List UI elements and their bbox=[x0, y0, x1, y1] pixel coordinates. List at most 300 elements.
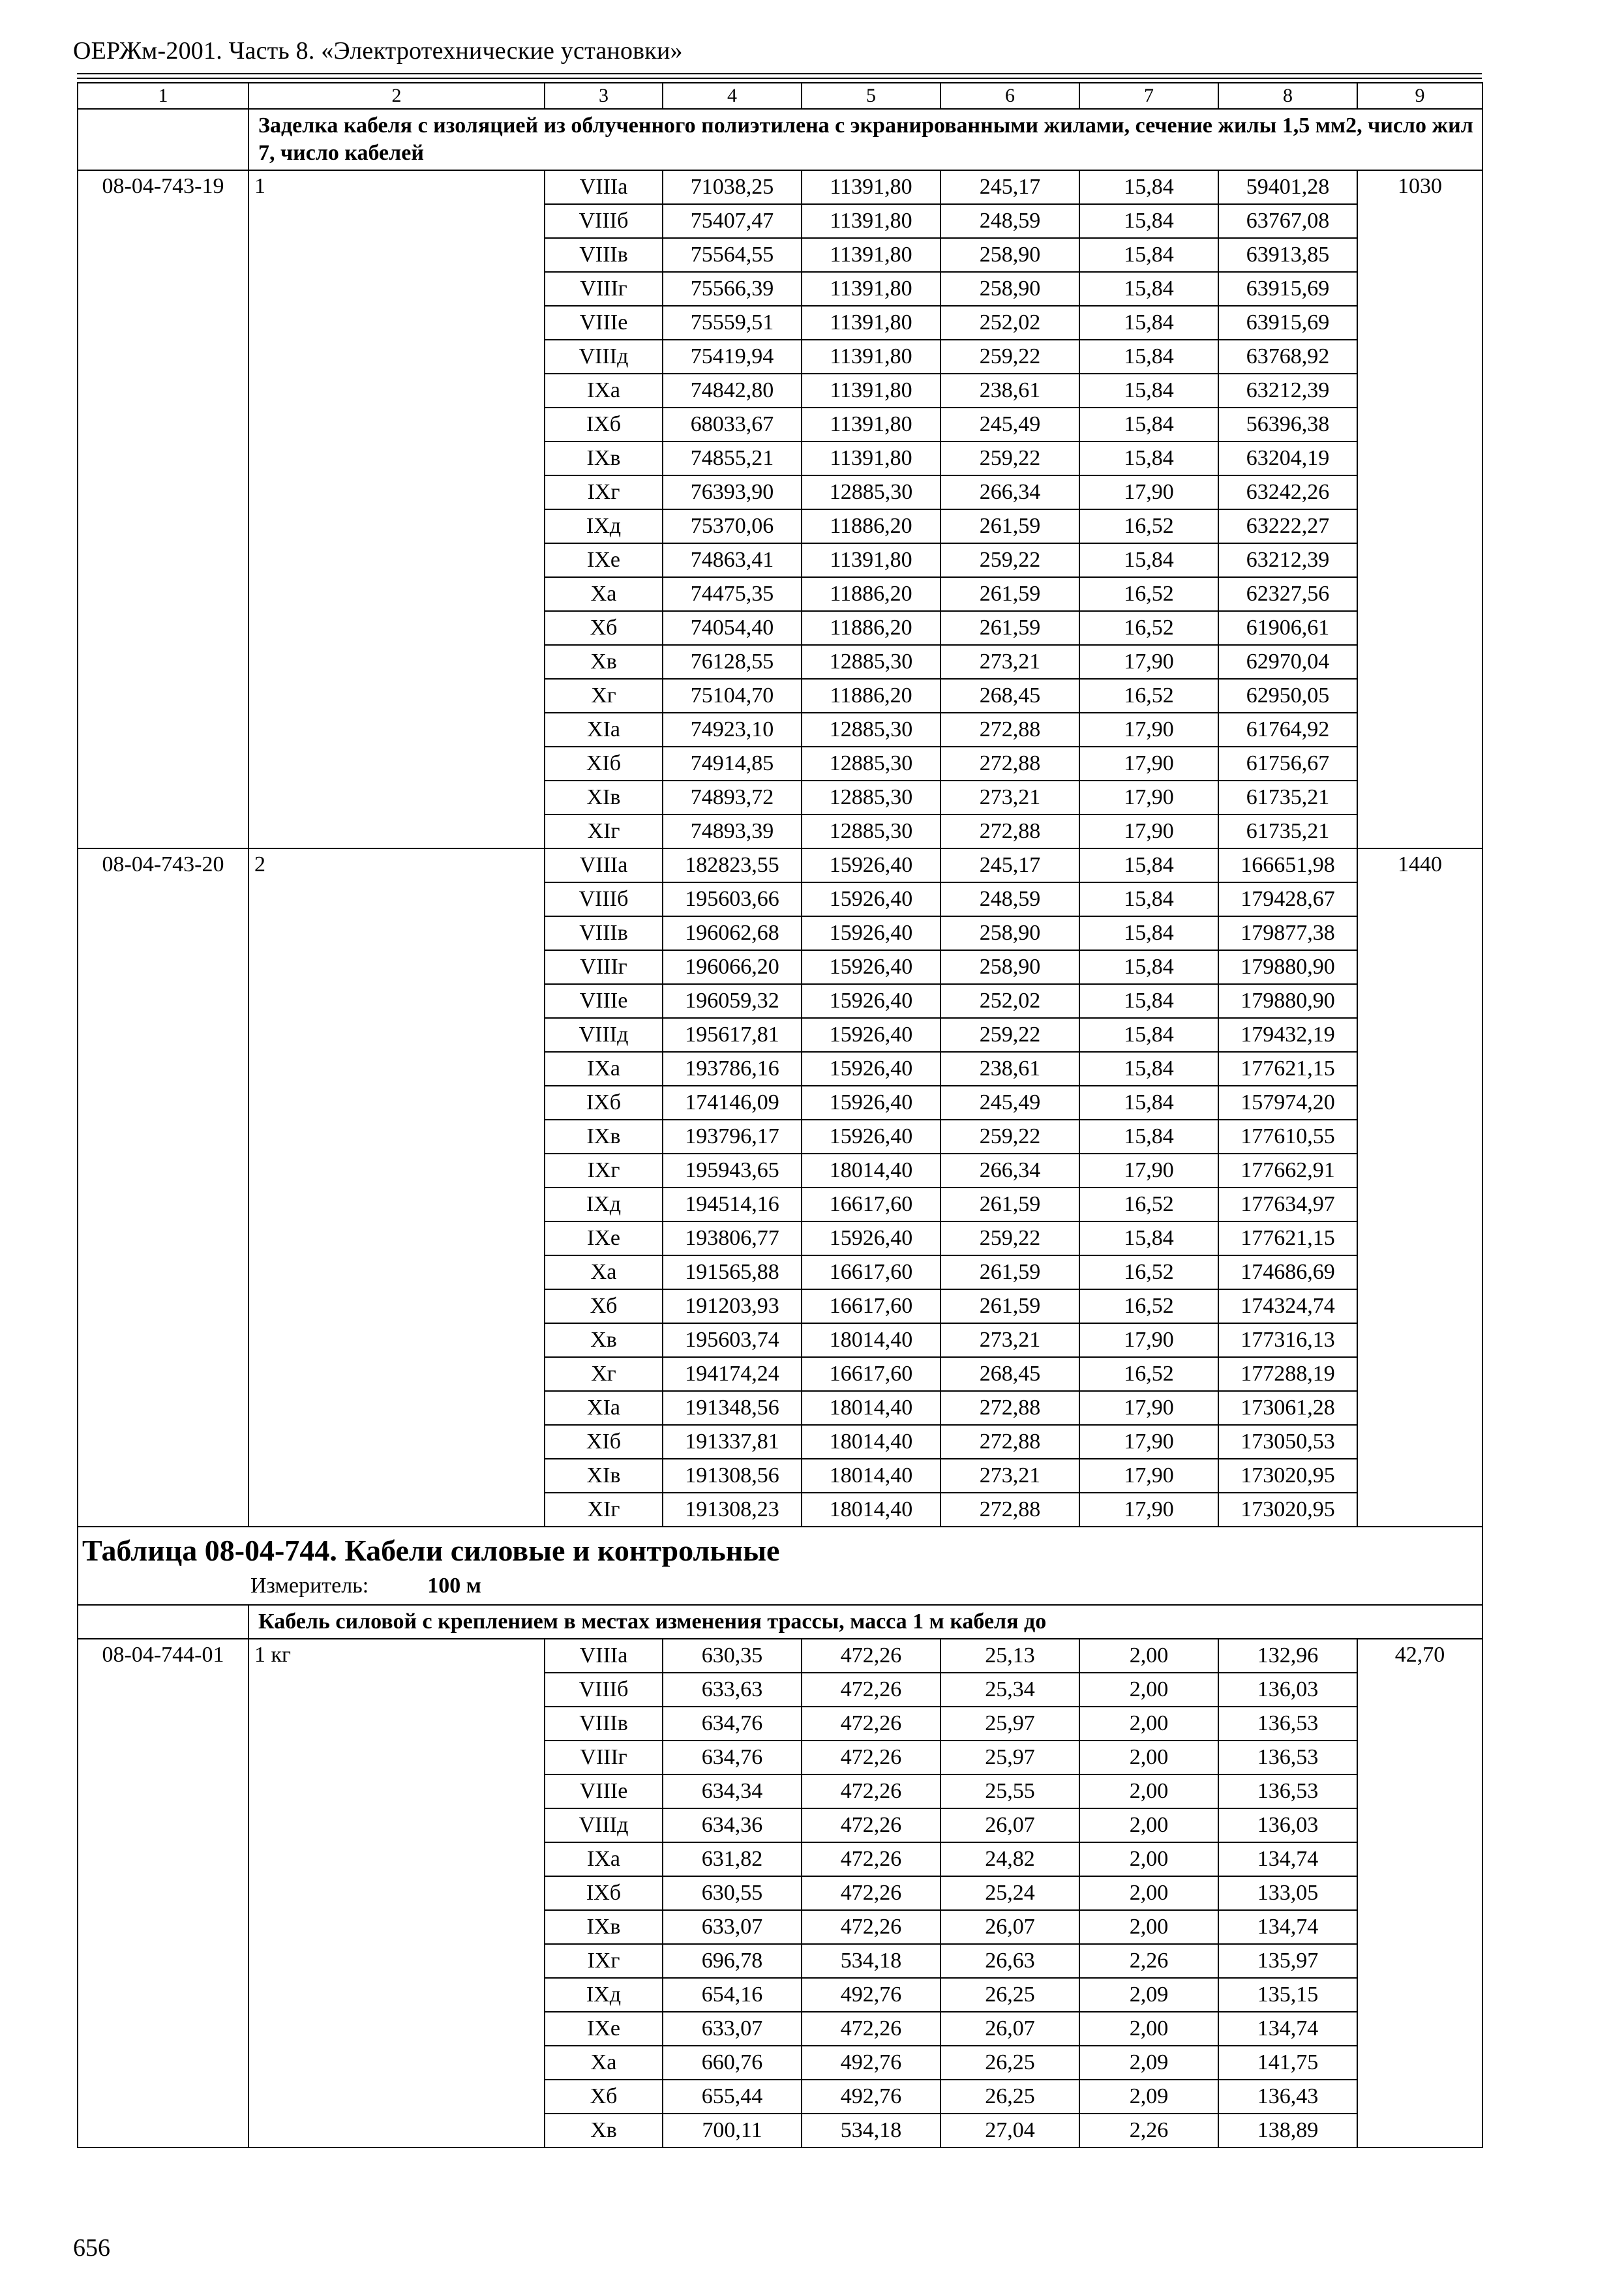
total-cost: 633,07 bbox=[663, 1910, 802, 1944]
material-cost: 63242,26 bbox=[1218, 475, 1357, 509]
machine-cost: 268,45 bbox=[940, 1357, 1079, 1391]
zone-code: IXб bbox=[545, 1876, 663, 1910]
material-cost: 134,74 bbox=[1218, 1842, 1357, 1876]
machine-cost: 26,63 bbox=[940, 1944, 1079, 1978]
operator-wages: 15,84 bbox=[1079, 238, 1218, 272]
wages: 18014,40 bbox=[802, 1425, 940, 1459]
zone-code: XIа bbox=[545, 1391, 663, 1425]
material-cost: 63204,19 bbox=[1218, 441, 1357, 475]
machine-cost: 258,90 bbox=[940, 950, 1079, 984]
wages: 11391,80 bbox=[802, 374, 940, 408]
machine-cost: 266,34 bbox=[940, 1154, 1079, 1188]
operator-wages: 17,90 bbox=[1079, 1459, 1218, 1493]
total-cost: 75104,70 bbox=[663, 679, 802, 713]
material-cost: 62950,05 bbox=[1218, 679, 1357, 713]
machine-cost: 248,59 bbox=[940, 204, 1079, 238]
wages: 472,26 bbox=[802, 1876, 940, 1910]
measurement-unit bbox=[250, 1573, 1478, 1599]
machine-cost: 268,45 bbox=[940, 679, 1079, 713]
measurement-unit-label: Измеритель: bbox=[250, 1574, 369, 1598]
total-cost: 196062,68 bbox=[663, 916, 802, 950]
zone-code: VIIIе bbox=[545, 1774, 663, 1808]
machine-cost: 248,59 bbox=[940, 882, 1079, 916]
header-rule-top bbox=[77, 73, 1482, 74]
wages: 472,26 bbox=[802, 1741, 940, 1774]
wages: 472,26 bbox=[802, 1707, 940, 1741]
wages: 18014,40 bbox=[802, 1459, 940, 1493]
machine-cost: 259,22 bbox=[940, 543, 1079, 577]
zone-code: IXг bbox=[545, 475, 663, 509]
labor-cost: 42,70 bbox=[1357, 1639, 1482, 2147]
total-cost: 196066,20 bbox=[663, 950, 802, 984]
total-cost: 74475,35 bbox=[663, 577, 802, 611]
zone-code: Xб bbox=[545, 611, 663, 645]
machine-cost: 26,25 bbox=[940, 2046, 1079, 2080]
rates-table bbox=[77, 82, 1483, 2148]
total-cost: 634,36 bbox=[663, 1808, 802, 1842]
machine-cost: 261,59 bbox=[940, 509, 1079, 543]
operator-wages: 2,00 bbox=[1079, 1876, 1218, 1910]
material-cost: 177634,97 bbox=[1218, 1188, 1357, 1221]
material-cost: 56396,38 bbox=[1218, 408, 1357, 441]
total-cost: 76393,90 bbox=[663, 475, 802, 509]
operator-wages: 15,84 bbox=[1079, 1120, 1218, 1154]
zone-code: IXг bbox=[545, 1154, 663, 1188]
wages: 472,26 bbox=[802, 2012, 940, 2046]
operator-wages: 15,84 bbox=[1079, 306, 1218, 340]
wages: 492,76 bbox=[802, 1978, 940, 2012]
operator-wages: 15,84 bbox=[1079, 272, 1218, 306]
zone-code: IXа bbox=[545, 1052, 663, 1086]
wages: 18014,40 bbox=[802, 1391, 940, 1425]
zone-code: XIг bbox=[545, 815, 663, 848]
machine-cost: 252,02 bbox=[940, 984, 1079, 1018]
zone-code: XIб bbox=[545, 1425, 663, 1459]
table-row bbox=[78, 170, 1482, 204]
operator-wages: 15,84 bbox=[1079, 984, 1218, 1018]
total-cost: 634,76 bbox=[663, 1707, 802, 1741]
machine-cost: 25,24 bbox=[940, 1876, 1079, 1910]
section-blank-cell bbox=[78, 1605, 248, 1639]
operator-wages: 17,90 bbox=[1079, 1323, 1218, 1357]
zone-code: VIIIе bbox=[545, 984, 663, 1018]
machine-cost: 238,61 bbox=[940, 1052, 1079, 1086]
operator-wages: 2,00 bbox=[1079, 1910, 1218, 1944]
total-cost: 75419,94 bbox=[663, 340, 802, 374]
operator-wages: 17,90 bbox=[1079, 1391, 1218, 1425]
operator-wages: 15,84 bbox=[1079, 204, 1218, 238]
wages: 15926,40 bbox=[802, 882, 940, 916]
zone-code: IXб bbox=[545, 1086, 663, 1120]
total-cost: 191348,56 bbox=[663, 1391, 802, 1425]
wages: 18014,40 bbox=[802, 1154, 940, 1188]
total-cost: 74893,72 bbox=[663, 781, 802, 815]
zone-code: VIIIв bbox=[545, 1707, 663, 1741]
material-cost: 177621,15 bbox=[1218, 1052, 1357, 1086]
operator-wages: 17,90 bbox=[1079, 781, 1218, 815]
zone-code: VIIIа bbox=[545, 1639, 663, 1673]
wages: 492,76 bbox=[802, 2046, 940, 2080]
total-cost: 74855,21 bbox=[663, 441, 802, 475]
zone-code: XIв bbox=[545, 1459, 663, 1493]
total-cost: 71038,25 bbox=[663, 170, 802, 204]
operator-wages: 16,52 bbox=[1079, 1188, 1218, 1221]
material-cost: 173050,53 bbox=[1218, 1425, 1357, 1459]
zone-code: XIг bbox=[545, 1493, 663, 1527]
wages: 16617,60 bbox=[802, 1188, 940, 1221]
material-cost: 138,89 bbox=[1218, 2114, 1357, 2147]
wages: 15926,40 bbox=[802, 1086, 940, 1120]
material-cost: 157974,20 bbox=[1218, 1086, 1357, 1120]
operator-wages: 2,09 bbox=[1079, 1978, 1218, 2012]
table-title-cell bbox=[78, 1527, 1482, 1605]
zone-code: IXв bbox=[545, 441, 663, 475]
total-cost: 630,35 bbox=[663, 1639, 802, 1673]
material-cost: 177621,15 bbox=[1218, 1221, 1357, 1255]
material-cost: 174686,69 bbox=[1218, 1255, 1357, 1289]
operator-wages: 16,52 bbox=[1079, 1357, 1218, 1391]
material-cost: 179432,19 bbox=[1218, 1018, 1357, 1052]
zone-code: IXв bbox=[545, 1910, 663, 1944]
section-heading: Кабель силовой с креплением в местах изменения трассы, масса 1 м кабеля до bbox=[248, 1605, 1482, 1639]
operator-wages: 15,84 bbox=[1079, 848, 1218, 882]
material-cost: 173061,28 bbox=[1218, 1391, 1357, 1425]
wages: 15926,40 bbox=[802, 1018, 940, 1052]
material-cost: 59401,28 bbox=[1218, 170, 1357, 204]
material-cost: 141,75 bbox=[1218, 2046, 1357, 2080]
material-cost: 179880,90 bbox=[1218, 984, 1357, 1018]
operator-wages: 15,84 bbox=[1079, 916, 1218, 950]
machine-cost: 25,34 bbox=[940, 1673, 1079, 1707]
column-number: 1 bbox=[78, 83, 248, 109]
operator-wages: 2,00 bbox=[1079, 1639, 1218, 1673]
machine-cost: 273,21 bbox=[940, 781, 1079, 815]
total-cost: 75564,55 bbox=[663, 238, 802, 272]
total-cost: 76128,55 bbox=[663, 645, 802, 679]
machine-cost: 25,13 bbox=[940, 1639, 1079, 1673]
total-cost: 193796,17 bbox=[663, 1120, 802, 1154]
total-cost: 193786,16 bbox=[663, 1052, 802, 1086]
wages: 11391,80 bbox=[802, 170, 940, 204]
material-cost: 177662,91 bbox=[1218, 1154, 1357, 1188]
total-cost: 630,55 bbox=[663, 1876, 802, 1910]
operator-wages: 16,52 bbox=[1079, 577, 1218, 611]
zone-code: VIIIа bbox=[545, 848, 663, 882]
total-cost: 195603,66 bbox=[663, 882, 802, 916]
zone-code: IXа bbox=[545, 374, 663, 408]
material-cost: 132,96 bbox=[1218, 1639, 1357, 1673]
machine-cost: 252,02 bbox=[940, 306, 1079, 340]
section-blank-cell bbox=[78, 109, 248, 170]
section-heading: Заделка кабеля с изоляцией из облученного полиэтилена с экранированными жилами, сечение жилы 1,5 мм2, число жил 7, число кабелей bbox=[248, 109, 1482, 170]
total-cost: 191308,56 bbox=[663, 1459, 802, 1493]
zone-code: VIIIв bbox=[545, 916, 663, 950]
wages: 492,76 bbox=[802, 2080, 940, 2114]
material-cost: 173020,95 bbox=[1218, 1459, 1357, 1493]
material-cost: 166651,98 bbox=[1218, 848, 1357, 882]
operator-wages: 2,00 bbox=[1079, 1774, 1218, 1808]
machine-cost: 258,90 bbox=[940, 916, 1079, 950]
machine-cost: 238,61 bbox=[940, 374, 1079, 408]
machine-cost: 272,88 bbox=[940, 1391, 1079, 1425]
material-cost: 135,97 bbox=[1218, 1944, 1357, 1978]
operator-wages: 17,90 bbox=[1079, 645, 1218, 679]
zone-code: IXд bbox=[545, 1188, 663, 1221]
total-cost: 633,63 bbox=[663, 1673, 802, 1707]
material-cost: 63212,39 bbox=[1218, 374, 1357, 408]
total-cost: 633,07 bbox=[663, 2012, 802, 2046]
material-cost: 133,05 bbox=[1218, 1876, 1357, 1910]
wages: 18014,40 bbox=[802, 1493, 940, 1527]
wages: 472,26 bbox=[802, 1910, 940, 1944]
operator-wages: 2,00 bbox=[1079, 1808, 1218, 1842]
total-cost: 196059,32 bbox=[663, 984, 802, 1018]
total-cost: 634,34 bbox=[663, 1774, 802, 1808]
zone-code: VIIIд bbox=[545, 340, 663, 374]
total-cost: 191308,23 bbox=[663, 1493, 802, 1527]
page-number: 656 bbox=[73, 2234, 110, 2262]
zone-code: VIIIб bbox=[545, 1673, 663, 1707]
machine-cost: 261,59 bbox=[940, 611, 1079, 645]
machine-cost: 272,88 bbox=[940, 713, 1079, 747]
machine-cost: 272,88 bbox=[940, 747, 1079, 781]
material-cost: 61906,61 bbox=[1218, 611, 1357, 645]
operator-wages: 15,84 bbox=[1079, 441, 1218, 475]
machine-cost: 245,17 bbox=[940, 848, 1079, 882]
machine-cost: 258,90 bbox=[940, 238, 1079, 272]
machine-cost: 25,55 bbox=[940, 1774, 1079, 1808]
total-cost: 194514,16 bbox=[663, 1188, 802, 1221]
machine-cost: 259,22 bbox=[940, 340, 1079, 374]
zone-code: IXе bbox=[545, 543, 663, 577]
wages: 15926,40 bbox=[802, 1120, 940, 1154]
operator-wages: 17,90 bbox=[1079, 747, 1218, 781]
labor-cost: 1440 bbox=[1357, 848, 1482, 1527]
total-cost: 75566,39 bbox=[663, 272, 802, 306]
operator-wages: 15,84 bbox=[1079, 543, 1218, 577]
material-cost: 63222,27 bbox=[1218, 509, 1357, 543]
rate-code: 08-04-743-20 bbox=[78, 848, 248, 1527]
column-number: 7 bbox=[1079, 83, 1218, 109]
operator-wages: 15,84 bbox=[1079, 170, 1218, 204]
wages: 18014,40 bbox=[802, 1323, 940, 1357]
total-cost: 75559,51 bbox=[663, 306, 802, 340]
machine-cost: 273,21 bbox=[940, 645, 1079, 679]
total-cost: 193806,77 bbox=[663, 1221, 802, 1255]
material-cost: 61735,21 bbox=[1218, 815, 1357, 848]
wages: 11391,80 bbox=[802, 408, 940, 441]
zone-code: Xв bbox=[545, 1323, 663, 1357]
operator-wages: 15,84 bbox=[1079, 1052, 1218, 1086]
zone-code: VIIIб bbox=[545, 204, 663, 238]
column-number: 3 bbox=[545, 83, 663, 109]
total-cost: 74842,80 bbox=[663, 374, 802, 408]
material-cost: 177610,55 bbox=[1218, 1120, 1357, 1154]
machine-cost: 25,97 bbox=[940, 1741, 1079, 1774]
total-cost: 74863,41 bbox=[663, 543, 802, 577]
material-cost: 62970,04 bbox=[1218, 645, 1357, 679]
material-cost: 136,53 bbox=[1218, 1707, 1357, 1741]
rate-code: 08-04-743-19 bbox=[78, 170, 248, 848]
operator-wages: 15,84 bbox=[1079, 1221, 1218, 1255]
total-cost: 191337,81 bbox=[663, 1425, 802, 1459]
running-head-title: ОЕРЖм-2001. Часть 8. «Электротехнические установки» bbox=[73, 37, 683, 65]
material-cost: 177288,19 bbox=[1218, 1357, 1357, 1391]
material-cost: 179877,38 bbox=[1218, 916, 1357, 950]
wages: 12885,30 bbox=[802, 475, 940, 509]
operator-wages: 16,52 bbox=[1079, 1289, 1218, 1323]
machine-cost: 272,88 bbox=[940, 815, 1079, 848]
operator-wages: 17,90 bbox=[1079, 475, 1218, 509]
zone-code: VIIIд bbox=[545, 1808, 663, 1842]
machine-cost: 261,59 bbox=[940, 1188, 1079, 1221]
zone-code: Xб bbox=[545, 1289, 663, 1323]
operator-wages: 15,84 bbox=[1079, 408, 1218, 441]
total-cost: 194174,24 bbox=[663, 1357, 802, 1391]
zone-code: VIIIг bbox=[545, 950, 663, 984]
operator-wages: 17,90 bbox=[1079, 1425, 1218, 1459]
operator-wages: 16,52 bbox=[1079, 611, 1218, 645]
machine-cost: 272,88 bbox=[940, 1493, 1079, 1527]
total-cost: 195943,65 bbox=[663, 1154, 802, 1188]
material-cost: 61756,67 bbox=[1218, 747, 1357, 781]
zone-code: VIIIд bbox=[545, 1018, 663, 1052]
zone-code: VIIIг bbox=[545, 1741, 663, 1774]
total-cost: 74914,85 bbox=[663, 747, 802, 781]
total-cost: 74923,10 bbox=[663, 713, 802, 747]
total-cost: 191203,93 bbox=[663, 1289, 802, 1323]
operator-wages: 16,52 bbox=[1079, 509, 1218, 543]
total-cost: 195603,74 bbox=[663, 1323, 802, 1357]
machine-cost: 26,07 bbox=[940, 2012, 1079, 2046]
section-heading-row bbox=[78, 1605, 1482, 1639]
machine-cost: 245,49 bbox=[940, 408, 1079, 441]
operator-wages: 2,09 bbox=[1079, 2046, 1218, 2080]
machine-cost: 26,25 bbox=[940, 2080, 1079, 2114]
total-cost: 74054,40 bbox=[663, 611, 802, 645]
machine-cost: 258,90 bbox=[940, 272, 1079, 306]
wages: 15926,40 bbox=[802, 984, 940, 1018]
total-cost: 74893,39 bbox=[663, 815, 802, 848]
column-number: 4 bbox=[663, 83, 802, 109]
material-cost: 63915,69 bbox=[1218, 306, 1357, 340]
material-cost: 136,53 bbox=[1218, 1741, 1357, 1774]
wages: 12885,30 bbox=[802, 713, 940, 747]
column-number: 5 bbox=[802, 83, 940, 109]
zone-code: IXе bbox=[545, 2012, 663, 2046]
zone-code: Xв bbox=[545, 645, 663, 679]
total-cost: 195617,81 bbox=[663, 1018, 802, 1052]
total-cost: 660,76 bbox=[663, 2046, 802, 2080]
machine-cost: 261,59 bbox=[940, 1255, 1079, 1289]
zone-code: VIIIв bbox=[545, 238, 663, 272]
wages: 11391,80 bbox=[802, 543, 940, 577]
material-cost: 62327,56 bbox=[1218, 577, 1357, 611]
material-cost: 61735,21 bbox=[1218, 781, 1357, 815]
material-cost: 177316,13 bbox=[1218, 1323, 1357, 1357]
total-cost: 174146,09 bbox=[663, 1086, 802, 1120]
wages: 11886,20 bbox=[802, 509, 940, 543]
operator-wages: 17,90 bbox=[1079, 1493, 1218, 1527]
wages: 12885,30 bbox=[802, 645, 940, 679]
machine-cost: 245,17 bbox=[940, 170, 1079, 204]
operator-wages: 15,84 bbox=[1079, 950, 1218, 984]
wages: 11391,80 bbox=[802, 238, 940, 272]
wages: 11886,20 bbox=[802, 679, 940, 713]
operator-wages: 17,90 bbox=[1079, 815, 1218, 848]
machine-cost: 259,22 bbox=[940, 1221, 1079, 1255]
wages: 472,26 bbox=[802, 1842, 940, 1876]
operator-wages: 2,00 bbox=[1079, 1842, 1218, 1876]
zone-code: XIб bbox=[545, 747, 663, 781]
total-cost: 75407,47 bbox=[663, 204, 802, 238]
material-cost: 134,74 bbox=[1218, 1910, 1357, 1944]
measurement-unit-value: 100 м bbox=[427, 1574, 481, 1598]
machine-cost: 273,21 bbox=[940, 1323, 1079, 1357]
total-cost: 654,16 bbox=[663, 1978, 802, 2012]
material-cost: 63768,92 bbox=[1218, 340, 1357, 374]
zone-code: IXд bbox=[545, 509, 663, 543]
operator-wages: 2,00 bbox=[1079, 2012, 1218, 2046]
zone-code: Xб bbox=[545, 2080, 663, 2114]
wages: 12885,30 bbox=[802, 747, 940, 781]
machine-cost: 27,04 bbox=[940, 2114, 1079, 2147]
machine-cost: 245,49 bbox=[940, 1086, 1079, 1120]
material-cost: 136,43 bbox=[1218, 2080, 1357, 2114]
zone-code: VIIIг bbox=[545, 272, 663, 306]
zone-code: IXа bbox=[545, 1842, 663, 1876]
material-cost: 63212,39 bbox=[1218, 543, 1357, 577]
machine-cost: 259,22 bbox=[940, 441, 1079, 475]
column-number: 8 bbox=[1218, 83, 1357, 109]
wages: 11391,80 bbox=[802, 306, 940, 340]
material-cost: 135,15 bbox=[1218, 1978, 1357, 2012]
wages: 15926,40 bbox=[802, 950, 940, 984]
wages: 15926,40 bbox=[802, 1052, 940, 1086]
wages: 15926,40 bbox=[802, 848, 940, 882]
wages: 11391,80 bbox=[802, 340, 940, 374]
column-number: 9 bbox=[1357, 83, 1482, 109]
machine-cost: 26,07 bbox=[940, 1910, 1079, 1944]
machine-cost: 261,59 bbox=[940, 577, 1079, 611]
zone-code: VIIIе bbox=[545, 306, 663, 340]
material-cost: 136,03 bbox=[1218, 1673, 1357, 1707]
operator-wages: 16,52 bbox=[1079, 679, 1218, 713]
material-cost: 61764,92 bbox=[1218, 713, 1357, 747]
machine-cost: 259,22 bbox=[940, 1018, 1079, 1052]
machine-cost: 261,59 bbox=[940, 1289, 1079, 1323]
total-cost: 655,44 bbox=[663, 2080, 802, 2114]
operator-wages: 17,90 bbox=[1079, 1154, 1218, 1188]
total-cost: 75370,06 bbox=[663, 509, 802, 543]
operator-wages: 2,26 bbox=[1079, 2114, 1218, 2147]
wages: 472,26 bbox=[802, 1639, 940, 1673]
material-cost: 63913,85 bbox=[1218, 238, 1357, 272]
zone-code: Xа bbox=[545, 577, 663, 611]
section-heading-row bbox=[78, 109, 1482, 170]
material-cost: 174324,74 bbox=[1218, 1289, 1357, 1323]
column-number: 2 bbox=[248, 83, 545, 109]
total-cost: 182823,55 bbox=[663, 848, 802, 882]
machine-cost: 26,25 bbox=[940, 1978, 1079, 2012]
zone-code: IXд bbox=[545, 1978, 663, 2012]
wages: 11391,80 bbox=[802, 272, 940, 306]
wages: 11391,80 bbox=[802, 204, 940, 238]
machine-cost: 273,21 bbox=[940, 1459, 1079, 1493]
machine-cost: 272,88 bbox=[940, 1425, 1079, 1459]
wages: 472,26 bbox=[802, 1774, 940, 1808]
material-cost: 63767,08 bbox=[1218, 204, 1357, 238]
